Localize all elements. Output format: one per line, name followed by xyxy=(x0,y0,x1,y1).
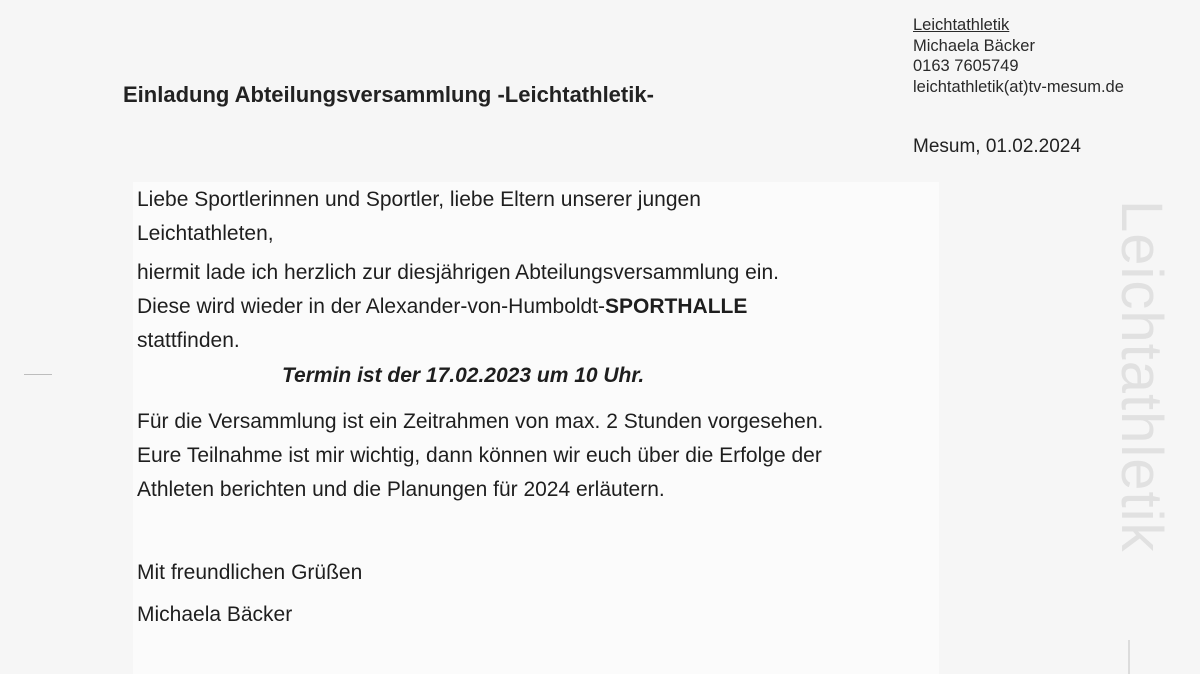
sender-name: Michaela Bäcker xyxy=(913,36,1035,55)
fold-mark xyxy=(24,374,52,375)
side-edge-mark xyxy=(1128,640,1172,674)
invitation-line xyxy=(137,290,779,324)
place-date: Mesum, 01.02.2024 xyxy=(913,136,1081,157)
invitation-line: hiermit lade ich herzlich zur diesjährigen Abteilungsversammlung ein. xyxy=(137,261,779,284)
invitation-line: stattfinden. xyxy=(137,329,240,352)
appointment-line: Termin ist der 17.02.2023 um 10 Uhr. xyxy=(282,364,645,387)
invitation-location-text: Diese wird wieder in der Alexander-von-Humboldt- xyxy=(137,295,606,318)
sender-block xyxy=(913,15,1124,97)
greeting-line: Leichtathleten, xyxy=(137,222,274,245)
closing-phrase: Mit freundlichen Grüßen xyxy=(137,561,363,584)
signature-name: Michaela Bäcker xyxy=(137,603,293,626)
info-paragraph xyxy=(137,405,823,507)
invitation-paragraph xyxy=(137,256,779,358)
side-watermark-label: Leichtathletik xyxy=(1109,200,1174,553)
sender-email: leichtathletik(at)tv-mesum.de xyxy=(913,77,1124,96)
sender-phone: 0163 7605749 xyxy=(913,57,1019,75)
sender-department: Leichtathletik xyxy=(913,16,1010,34)
info-line: Für die Versammlung ist ein Zeitrahmen von max. 2 Stunden vorgesehen. xyxy=(137,410,824,433)
greeting-line: Liebe Sportlerinnen und Sportler, liebe Eltern unserer jungen xyxy=(137,188,701,211)
info-line: Athleten berichten und die Planungen für 2024 erläutern. xyxy=(137,478,665,501)
greeting-paragraph xyxy=(137,183,701,251)
document-title: Einladung Abteilungsversammlung -Leichtathletik- xyxy=(123,82,654,107)
info-line: Eure Teilnahme ist mir wichtig, dann können wir euch über die Erfolge der xyxy=(137,444,822,467)
invitation-location-emphasis: SPORTHALLE xyxy=(605,295,748,318)
